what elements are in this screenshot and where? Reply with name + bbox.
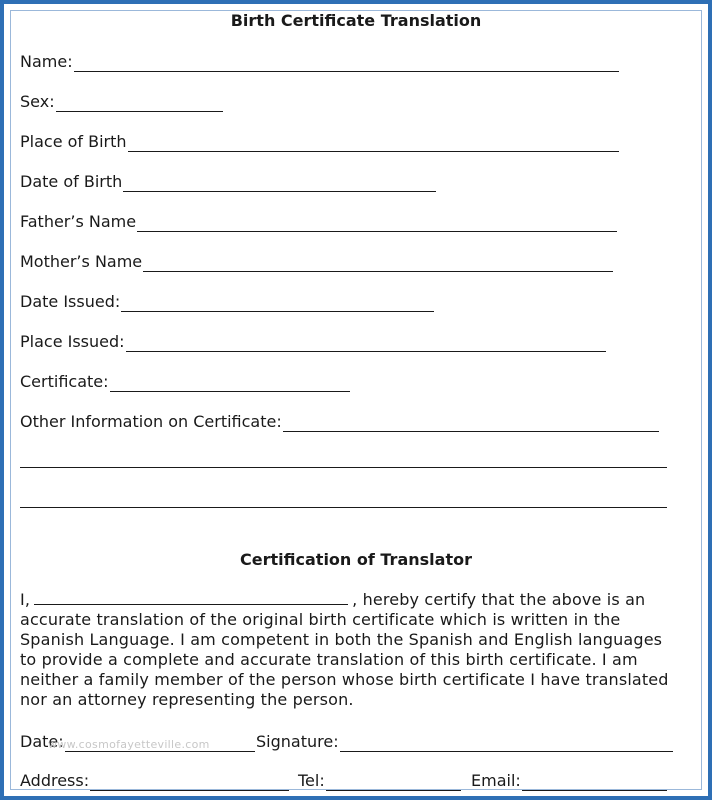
other-information-line-3[interactable] — [20, 507, 667, 508]
name-label: Name: — [20, 52, 73, 71]
other-information-label: Other Information on Certificate: — [20, 412, 282, 431]
certificate-line[interactable] — [110, 375, 350, 392]
date-of-birth-line[interactable] — [123, 175, 436, 192]
certification-line-1 — [20, 590, 690, 610]
place-of-birth-field[interactable] — [20, 132, 619, 152]
other-information-line-2[interactable] — [20, 467, 667, 468]
signature-field[interactable] — [256, 732, 673, 752]
certification-paragraph — [20, 590, 690, 710]
name-field[interactable] — [20, 52, 619, 72]
certification-line-6: nor an attorney representing the person. — [20, 690, 354, 709]
sex-field[interactable] — [20, 92, 223, 112]
email-line[interactable] — [522, 774, 667, 791]
certificate-label: Certificate: — [20, 372, 109, 391]
certification-line-1-suffix: , hereby certify that the above is an — [352, 590, 646, 609]
tel-field[interactable] — [298, 771, 461, 791]
certification-line-2: accurate translation of the original birth certificate which is written in the — [20, 610, 621, 629]
email-label: Email: — [471, 771, 521, 790]
tel-line[interactable] — [326, 774, 461, 791]
watermark: www.cosmofayetteville.com — [48, 738, 210, 751]
translator-name-line[interactable] — [34, 590, 348, 605]
certification-prefix: I, — [20, 590, 31, 609]
place-issued-field[interactable] — [20, 332, 606, 352]
certificate-field[interactable] — [20, 372, 350, 392]
fathers-name-field[interactable] — [20, 212, 617, 232]
form-title: Birth Certificate Translation — [230, 11, 482, 30]
date-of-birth-label: Date of Birth — [20, 172, 123, 191]
email-field[interactable] — [471, 771, 667, 791]
certification-title: Certification of Translator — [240, 550, 472, 569]
signature-label: Signature: — [256, 732, 339, 751]
address-line[interactable] — [90, 774, 289, 791]
certification-line-3: Spanish Language. I am competent in both the Spanish and English languages — [20, 630, 663, 649]
certification-line-5: neither a family member of the person whose birth certificate I have translated — [20, 670, 669, 689]
mothers-name-label: Mother’s Name — [20, 252, 143, 271]
date-issued-line[interactable] — [121, 295, 434, 312]
other-information-line[interactable] — [283, 415, 659, 432]
place-of-birth-label: Place of Birth — [20, 132, 127, 151]
name-line[interactable] — [74, 55, 619, 72]
mothers-name-field[interactable] — [20, 252, 613, 272]
fathers-name-line[interactable] — [137, 215, 617, 232]
address-label: Address: — [20, 771, 90, 790]
other-information-field[interactable] — [20, 412, 659, 432]
place-issued-label: Place Issued: — [20, 332, 125, 351]
signature-line[interactable] — [340, 735, 673, 752]
date-issued-field[interactable] — [20, 292, 434, 312]
date-label: Date: — [20, 732, 64, 751]
fathers-name-label: Father’s Name — [20, 212, 137, 231]
date-issued-label: Date Issued: — [20, 292, 121, 311]
certification-line-4: to provide a complete and accurate translation of this birth certificate. I am — [20, 650, 638, 669]
sex-label: Sex: — [20, 92, 55, 111]
mothers-name-line[interactable] — [143, 255, 613, 272]
place-issued-line[interactable] — [126, 335, 606, 352]
place-of-birth-line[interactable] — [128, 135, 619, 152]
date-of-birth-field[interactable] — [20, 172, 436, 192]
sex-line[interactable] — [56, 95, 223, 112]
tel-label: Tel: — [298, 771, 325, 790]
address-field[interactable] — [20, 771, 289, 791]
